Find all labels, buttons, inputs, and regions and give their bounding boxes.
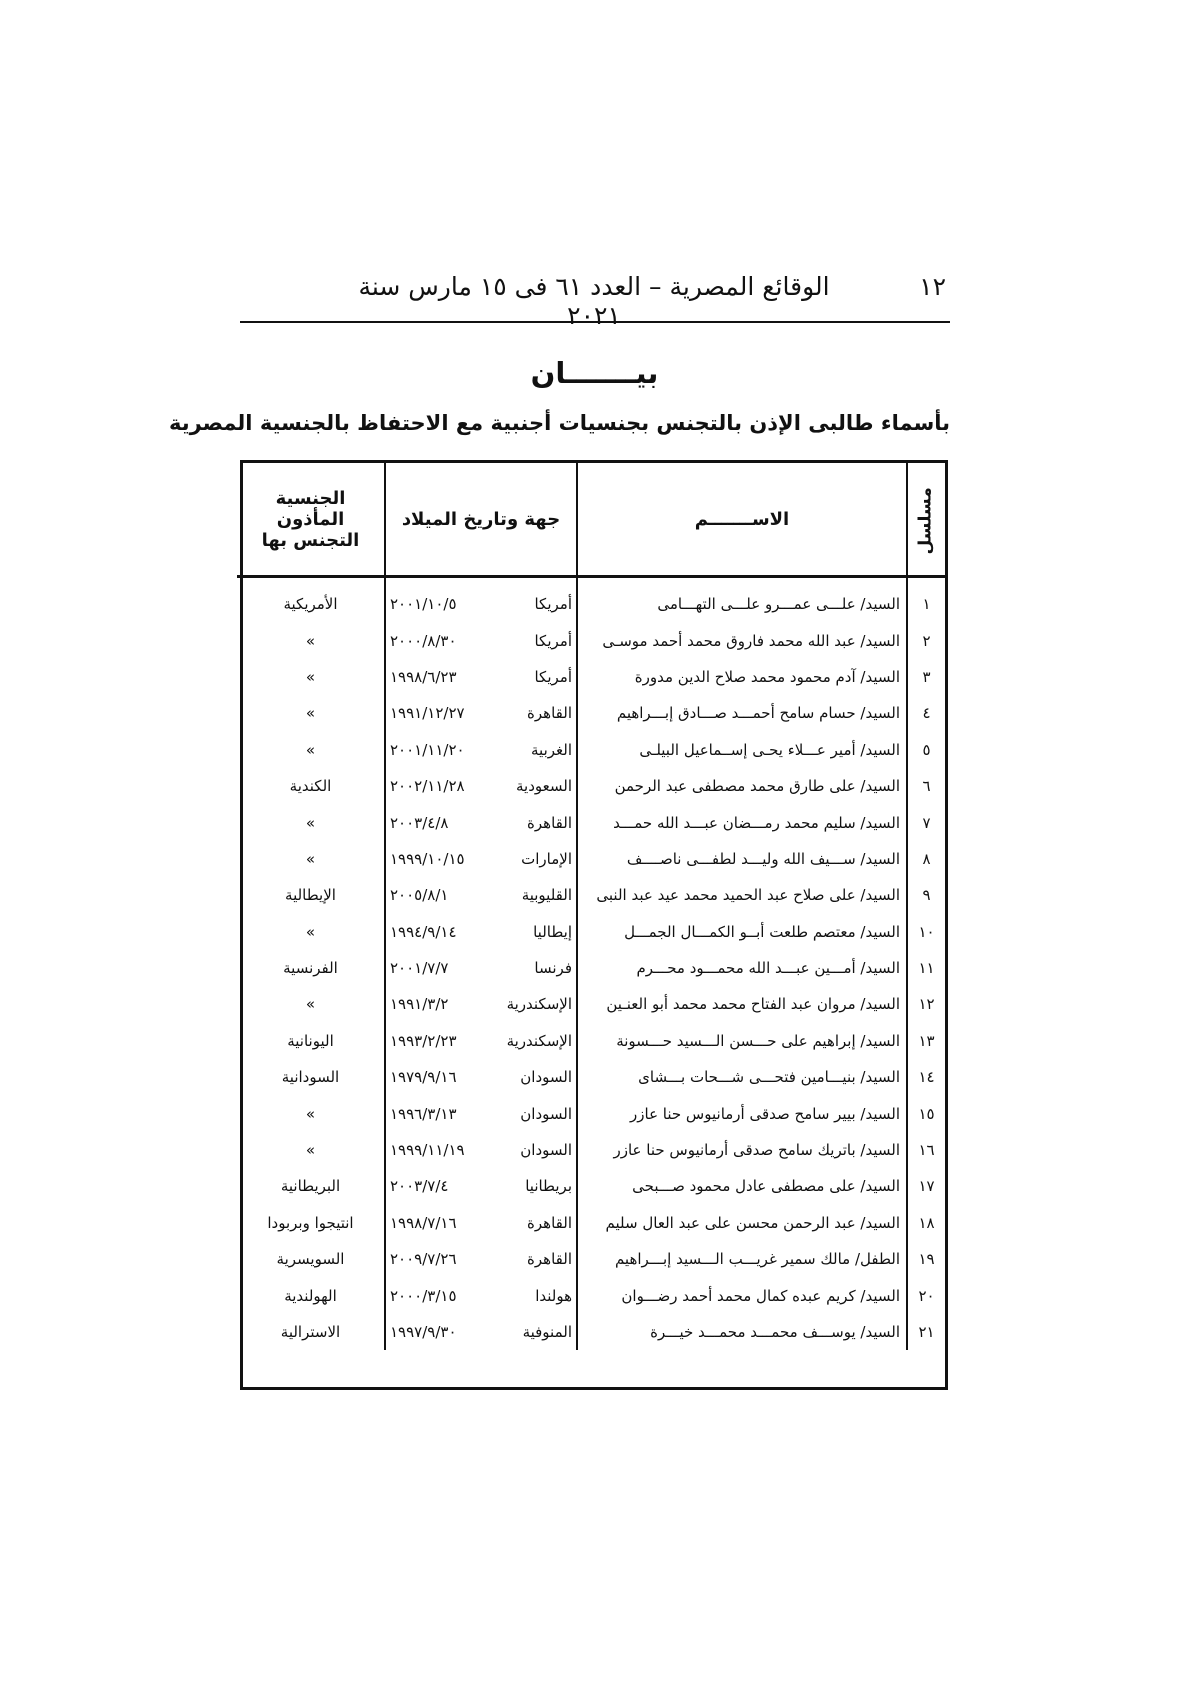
name-cell: السيد/ عبد الرحمن محسن على عبد العال سليم <box>577 1205 907 1241</box>
serial-cell: ١٧ <box>907 1168 945 1204</box>
birth-date: ١٩٩٣/٢/٢٣ <box>390 1031 457 1050</box>
name-cell: السيد/ على طارق محمد مصطفى عبد الرحمن <box>577 768 907 804</box>
birth-date: ٢٠٠٠/٣/١٥ <box>390 1286 457 1305</box>
birth-date: ١٩٩٧/٩/٣٠ <box>390 1323 457 1341</box>
birth-date: ١٩٩٨/٦/٢٣ <box>390 667 457 686</box>
nationality-cell: الاسترالية <box>280 1323 341 1341</box>
serial-cell: ١٨ <box>907 1205 945 1241</box>
serial-cell: ١٤ <box>907 1059 945 1095</box>
name-cell: السيد/ أمـــين عبـــد الله محمـــود محـــرم <box>577 950 907 986</box>
serial-cell: ١ <box>907 577 945 623</box>
page-number: ١٢ <box>919 272 946 301</box>
birth-cell <box>385 1314 577 1350</box>
birth-cell <box>385 1241 577 1277</box>
nationality-cell: الكندية <box>289 777 332 796</box>
nationality-cell: الفرنسية <box>283 959 338 978</box>
name-cell: السيد/ آدم محمود محمد صلاح الدين مدورة <box>577 659 907 695</box>
birth-place: السعودية <box>515 777 572 796</box>
birth-place: بريطانيا <box>525 1177 572 1196</box>
table-row <box>237 1241 945 1277</box>
birth-cell <box>385 1023 577 1059</box>
birth-cell <box>385 577 577 623</box>
birth-place: الإسكندرية <box>506 995 572 1014</box>
serial-cell: ١٦ <box>907 1132 945 1168</box>
birth-cell <box>385 622 577 658</box>
birth-date: ١٩٩٤/٩/١٤ <box>390 922 457 941</box>
name-cell: الطفل/ مالك سمير غريـــب الـــسيد إبـــراهيم <box>577 1241 907 1277</box>
nationality-cell: السودانية <box>281 1068 340 1087</box>
birth-place: إيطاليا <box>533 922 572 941</box>
table-row <box>237 877 945 913</box>
nationality-cell: اليونانية <box>287 1031 334 1050</box>
serial-cell: ٢٠ <box>907 1277 945 1313</box>
birth-place: القليوبية <box>521 886 572 905</box>
birth-cell <box>385 768 577 804</box>
birth-place: أمريكا <box>534 631 572 650</box>
serial-cell: ١٢ <box>907 986 945 1022</box>
birth-place: القاهرة <box>527 1250 572 1269</box>
serial-cell: ١٥ <box>907 1095 945 1131</box>
birth-date: ٢٠٠٣/٧/٤ <box>390 1177 449 1196</box>
table-row <box>237 1023 945 1059</box>
birth-cell <box>385 659 577 695</box>
nationality-cell: » <box>305 740 316 759</box>
serial-cell: ٧ <box>907 804 945 840</box>
birth-date: ١٩٧٩/٩/١٦ <box>390 1068 457 1087</box>
birth-date: ٢٠٠٥/٨/١ <box>390 886 449 905</box>
serial-cell: ٣ <box>907 659 945 695</box>
serial-cell: ٢ <box>907 622 945 658</box>
name-cell: السيد/ علـــى عمـــرو علـــى التهـــامى <box>577 577 907 623</box>
birth-date: ١٩٩٩/١٠/١٥ <box>390 849 465 868</box>
nationality-cell: » <box>305 1104 316 1123</box>
table-row <box>237 1314 945 1350</box>
nationality-cell: » <box>305 631 316 650</box>
table-row <box>237 577 945 623</box>
birth-date: ٢٠٠١/١٠/٥ <box>390 595 457 614</box>
serial-cell: ١٩ <box>907 1241 945 1277</box>
birth-place: أمريكا <box>534 667 572 686</box>
nationality-cell: » <box>305 995 316 1014</box>
name-cell: السيد/ بنيـــامين فتحـــى شـــحات بـــشاى <box>577 1059 907 1095</box>
birth-date: ٢٠٠٢/١١/٢٨ <box>390 777 465 796</box>
table-row <box>237 659 945 695</box>
serial-cell: ٦ <box>907 768 945 804</box>
nationality-column-header: الجنسية المأذون التجنس بها <box>237 463 385 577</box>
birth-place: المنوفية <box>522 1323 572 1341</box>
table-row <box>237 1059 945 1095</box>
table-row <box>237 986 945 1022</box>
birth-place: الإسكندرية <box>506 1031 572 1050</box>
birth-date: ١٩٩٦/٣/١٣ <box>390 1104 457 1123</box>
birth-cell <box>385 732 577 768</box>
name-cell: السيد/ يوســـف محمـــد محمـــد خيـــرة <box>577 1314 907 1350</box>
birth-date: ٢٠٠٩/٧/٢٦ <box>390 1250 457 1269</box>
birth-date: ٢٠٠٠/٨/٣٠ <box>390 631 457 650</box>
table-row <box>237 622 945 658</box>
birth-place: السودان <box>520 1068 572 1087</box>
nationality-cell: » <box>305 813 316 832</box>
nationality-cell: » <box>305 704 316 723</box>
name-cell: السيد/ على مصطفى عادل محمود صـــبحى <box>577 1168 907 1204</box>
birth-cell <box>385 950 577 986</box>
birth-place: أمريكا <box>534 595 572 614</box>
birth-cell <box>385 1132 577 1168</box>
table-row <box>237 914 945 950</box>
birth-place: القاهرة <box>527 813 572 832</box>
table-row <box>237 950 945 986</box>
name-cell: السيد/ باتريك سامح صدقى أرمانيوس حنا عازر <box>577 1132 907 1168</box>
table-row <box>237 1205 945 1241</box>
page-header <box>238 272 950 330</box>
birth-cell <box>385 841 577 877</box>
nationality-cell: » <box>305 849 316 868</box>
serial-cell: ١٠ <box>907 914 945 950</box>
table-body <box>237 577 945 1351</box>
name-cell: السيد/ إبراهيم على حـــسن الـــسيد حـــسونة <box>577 1023 907 1059</box>
birth-place: الغربية <box>531 740 572 759</box>
nationality-cell: » <box>305 667 316 686</box>
birth-cell <box>385 1205 577 1241</box>
table-row <box>237 732 945 768</box>
serial-cell: ٩ <box>907 877 945 913</box>
serial-cell: ٥ <box>907 732 945 768</box>
serial-cell: ٨ <box>907 841 945 877</box>
document-subtitle: بأسماء طالبى الإذن بالتجنس بجنسيات أجنبية مع الاحتفاظ بالجنسية المصرية <box>168 411 950 435</box>
birth-column-header: جهة وتاريخ الميلاد <box>385 463 577 577</box>
table-row <box>237 1168 945 1204</box>
birth-date: ١٩٩٨/٧/١٦ <box>390 1213 457 1232</box>
birth-place: الإمارات <box>521 849 572 868</box>
birth-cell <box>385 986 577 1022</box>
birth-place: فرنسا <box>534 959 572 978</box>
birth-place: القاهرة <box>527 704 572 723</box>
table-row <box>237 841 945 877</box>
nationality-cell: الأمريكية <box>283 595 338 614</box>
name-cell: السيد/ مروان عبد الفتاح محمد محمد أبو العنـين <box>577 986 907 1022</box>
nationality-cell: » <box>305 922 316 941</box>
name-cell: السيد/ ســـيف الله وليـــد لطفـــى ناصــــف <box>577 841 907 877</box>
nationality-cell: الهولندية <box>284 1286 337 1305</box>
nationality-cell: » <box>305 1141 316 1160</box>
nationality-cell: انتيجوا وبربودا <box>267 1213 354 1232</box>
nationality-cell: البريطانية <box>280 1177 341 1196</box>
birth-date: ١٩٩١/١٢/٢٧ <box>390 704 465 723</box>
birth-cell <box>385 1059 577 1095</box>
name-cell: السيد/ حسام سامح أحمـــد صـــادق إبـــراهيم <box>577 695 907 731</box>
table-header-row <box>237 463 945 577</box>
serial-cell: ١١ <box>907 950 945 986</box>
birth-place: القاهرة <box>527 1213 572 1232</box>
nationality-cell: السويسرية <box>276 1250 345 1269</box>
document-title: بيـــــــان <box>530 356 659 390</box>
name-cell: السيد/ بيير سامح صدقى أرمانيوس حنا عازر <box>577 1095 907 1131</box>
birth-cell <box>385 804 577 840</box>
serial-cell: ١٣ <box>907 1023 945 1059</box>
serial-cell: ٢١ <box>907 1314 945 1350</box>
birth-cell <box>385 1095 577 1131</box>
serial-column-header: مسلسل <box>907 463 945 577</box>
name-cell: السيد/ سليم محمد رمـــضان عبـــد الله حمـــد <box>577 804 907 840</box>
table-row <box>237 695 945 731</box>
birth-cell <box>385 914 577 950</box>
birth-date: ١٩٩١/٣/٢ <box>390 995 449 1014</box>
birth-date: ٢٠٠٣/٤/٨ <box>390 813 449 832</box>
birth-place: السودان <box>520 1141 572 1160</box>
birth-cell <box>385 877 577 913</box>
birth-cell <box>385 695 577 731</box>
table-row <box>237 1132 945 1168</box>
birth-place: السودان <box>520 1104 572 1123</box>
name-cell: السيد/ كريم عبده كمال محمد أحمد رضـــوان <box>577 1277 907 1313</box>
name-cell: السيد/ معتصم طلعت أبــو الكمـــال الجمـــل <box>577 914 907 950</box>
birth-date: ١٩٩٩/١١/١٩ <box>390 1141 465 1160</box>
name-cell: السيد/ عبد الله محمد فاروق محمد أحمد موسـى <box>577 622 907 658</box>
birth-date: ٢٠٠١/١١/٢٠ <box>390 740 465 759</box>
birth-date: ٢٠٠١/٧/٧ <box>390 959 449 978</box>
header-divider <box>240 321 950 323</box>
table-row <box>237 1095 945 1131</box>
journal-issue-line: الوقائع المصرية – العدد ٦١ فى ١٥ مارس سنة ٢٠٢١ <box>358 272 830 330</box>
table-row <box>237 1277 945 1313</box>
nationality-cell: الإيطالية <box>285 886 336 905</box>
birth-cell <box>385 1168 577 1204</box>
name-cell: السيد/ على صلاح عبد الحميد محمد عيد عبد النبى <box>577 877 907 913</box>
birth-cell <box>385 1277 577 1313</box>
table-row <box>237 768 945 804</box>
name-column-header: الاســـــــم <box>577 463 907 577</box>
birth-place: هولندا <box>535 1286 572 1305</box>
serial-cell: ٤ <box>907 695 945 731</box>
applicants-table <box>240 460 948 1390</box>
name-cell: السيد/ أمير عـــلاء يحـى إســماعيل البيلـى <box>577 732 907 768</box>
table-row <box>237 804 945 840</box>
